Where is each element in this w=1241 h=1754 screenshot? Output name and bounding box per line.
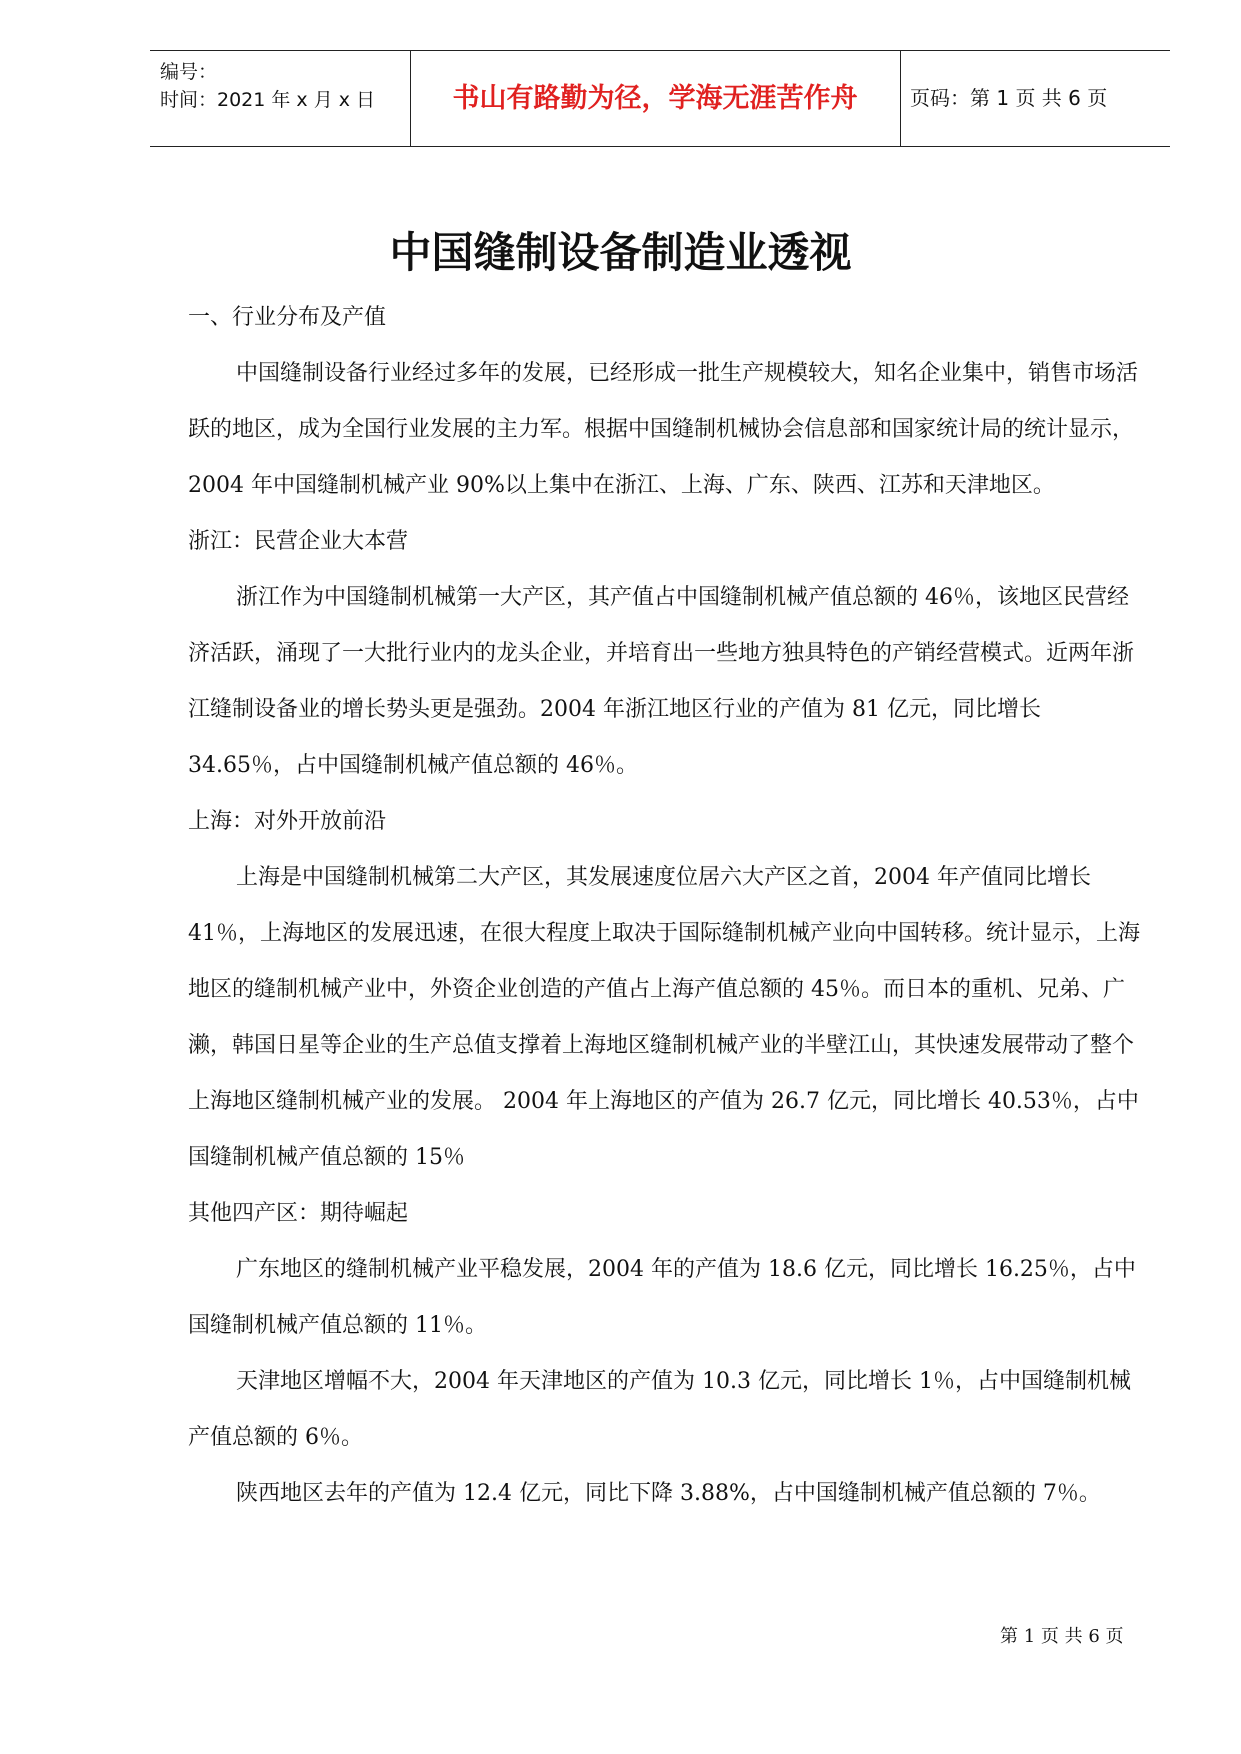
time-label: 时间：2021 年 x 月 x 日: [160, 89, 376, 111]
section-heading: 浙江：民营企业大本营: [188, 529, 409, 554]
section-heading: 一、行业分布及产值: [188, 305, 387, 330]
page-footer: 第 1 页 共 6 页: [1000, 1626, 1124, 1647]
paragraph: 中国缝制设备行业经过多年的发展，已经形成一批生产规模较大，知名企业集中，销售市场活跃的地区，成为全国行业发展的主力军。根据中国缝制机械协会信息部和国家统计局的统计显示，2004 年中国缝制机械产业 90%以上集中在浙江、上海、广东、陕西、江苏和天津地区。: [188, 361, 1139, 498]
paragraph: 浙江作为中国缝制机械第一大产区，其产值占中国缝制机械产值总额的 46％，该地区民营经济活跃，涌现了一大批行业内的龙头企业，并培育出一些地方独具特色的产销经营模式。近两年浙江缝制设备业的增长势头更是强劲。2004 年浙江地区行业的产值为 81 亿元，同比增长 34.65％，占中国缝制机械产值总额的 46％。: [188, 585, 1135, 778]
section-heading: 上海：对外开放前沿: [188, 809, 387, 834]
page-header: [150, 50, 1170, 147]
paragraph: 广东地区的缝制机械产业平稳发展，2004 年的产值为 18.6 亿元，同比增长 16.25％，占中国缝制机械产值总额的 11％。: [188, 1257, 1136, 1338]
header-page-info: 页码：第 1 页 共 6 页: [910, 86, 1108, 110]
paragraph: 天津地区增幅不大，2004 年天津地区的产值为 10.3 亿元，同比增长 1％，占中国缝制机械产值总额的 6％。: [188, 1369, 1131, 1450]
document-body: [188, 290, 1148, 1522]
paragraph: 陕西地区去年的产值为 12.4 亿元，同比下降 3.88%，占中国缝制机械产值总额的 7％。: [236, 1481, 1101, 1506]
header-motto: 书山有路勤为径，学海无涯苦作舟: [452, 83, 858, 114]
section-heading: 其他四产区：期待崛起: [188, 1201, 409, 1226]
header-divider: [900, 51, 901, 146]
document-title: 中国缝制设备制造业透视: [389, 228, 852, 277]
serial-label: 编号：: [160, 61, 218, 83]
paragraph: 上海是中国缝制机械第二大产区，其发展速度位居六大产区之首，2004 年产值同比增长 41％，上海地区的发展迅速，在很大程度上取决于国际缝制机械产业向中国转移。统计显示，上海地区的缝制机械产业中，外资企业创造的产值占上海产值总额的 45％。而日本的重机、兄弟、广濑，韩国日星等企业的生产总值支撑着上海地区缝制机械产业的半壁江山，其快速发展带动了整个上海地区缝制机械产业的发展。 2004 年上海地区的产值为 26.7 亿元，同比增长 40.53％，占中国缝制机械产值总额的 15％: [188, 865, 1140, 1170]
